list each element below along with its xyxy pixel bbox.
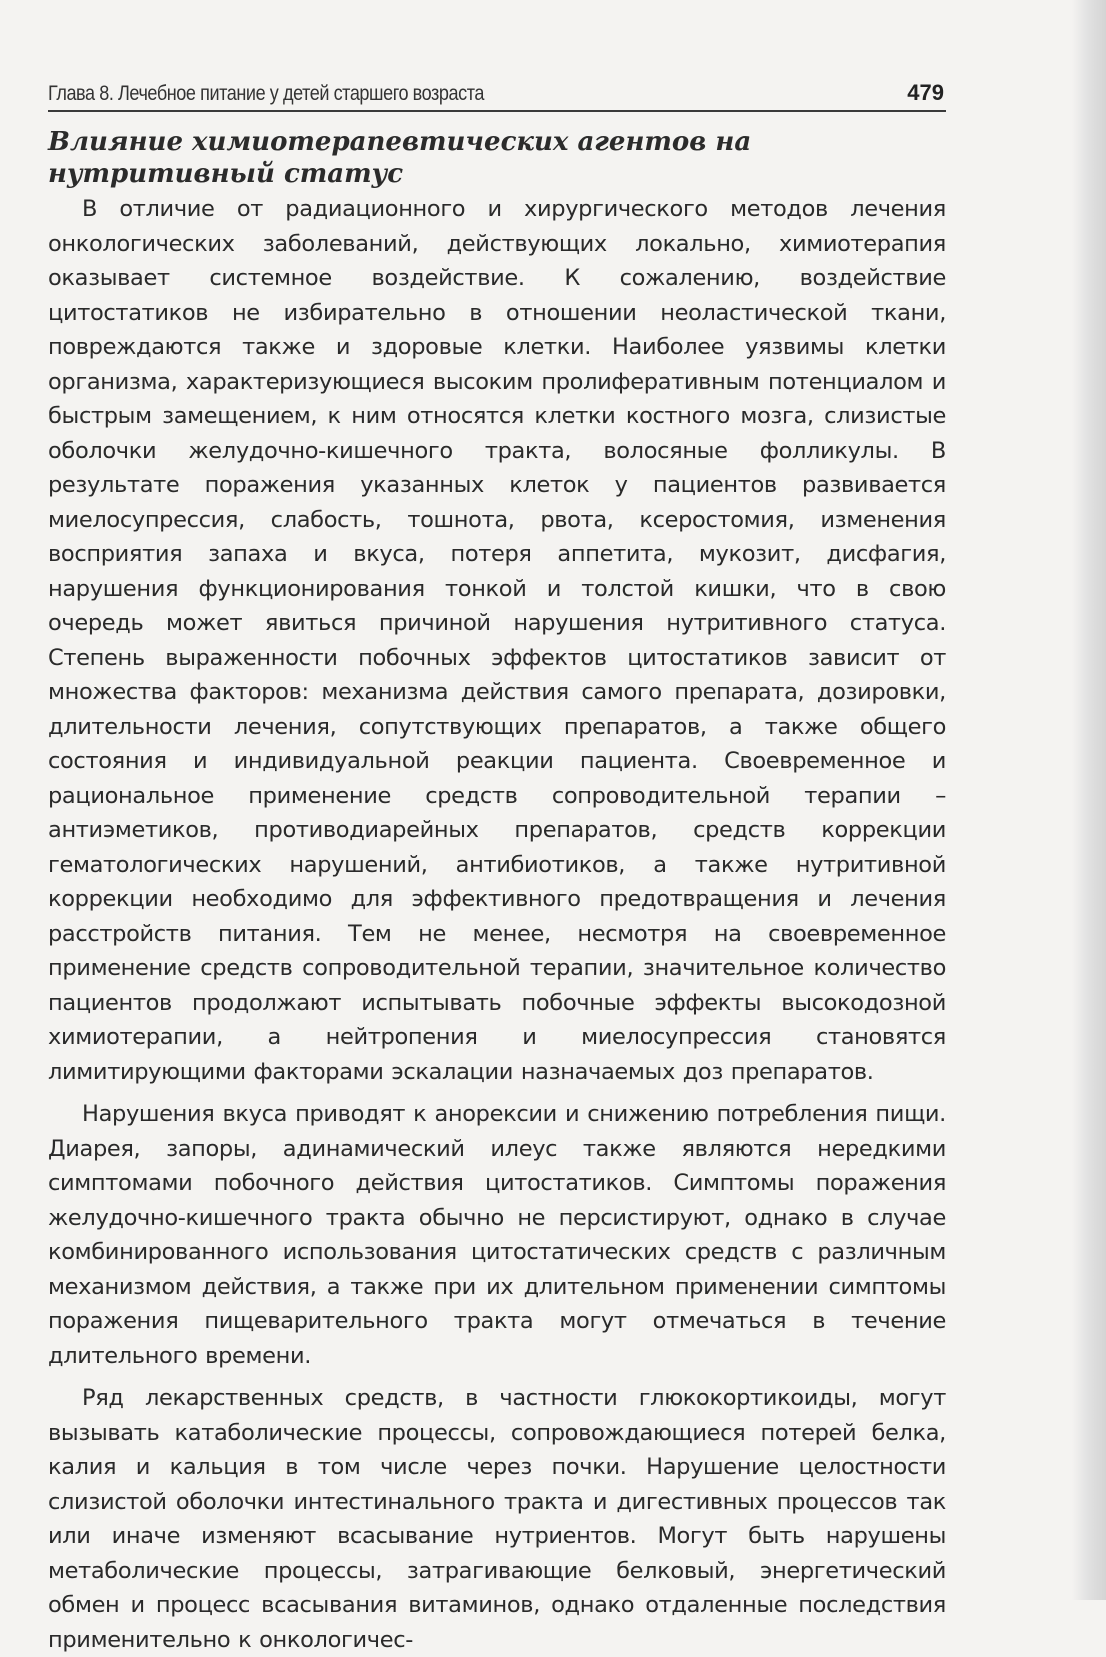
- chapter-title: Глава 8. Лечебное питание у детей старшего возраста: [48, 82, 484, 105]
- paragraph-1: В отличие от радиационного и хирургического методов лечения онкологических заболеваний, действующих локально, химиотерапия оказывает системное воздействие. К сожалению, воздействие цитостатиков не избирательно в отношении неоластической ткани, повреждаются также и здоровые клетки. Наиболее уязвимы клетки организма, характеризующиеся высоким пролиферативным потенциалом и быстрым замещением, к ним относятся клетки костного мозга, слизистые оболочки желудочно-кишечного тракта, волосяные фолликулы. В результате поражения указанных клеток у пациентов развивается миелосупрессия, слабость, тошнота, рвота, ксеростомия, изменения восприятия запаха и вкуса, потеря аппетита, мукозит, дисфагия, нарушения функционирования тонкой и толстой кишки, что в свою очередь может явиться причиной нарушения нутритивного статуса. Степень выраженности побочных эффектов цитостатиков зависит от множества факторов: механизма действия самого препарата, дозировки, длительности лечения, сопутствующих препаратов, а также общего состояния и индивидуальной реакции пациента. Своевременное и рациональное применение средств сопроводительной терапии – антиэметиков, противодиарейных препаратов, средств коррекции гематологических нарушений, антибиотиков, а также нутритивной коррекции необходимо для эффективного предотвращения и лечения расстройств питания. Тем не менее, несмотря на своевременное применение средств сопроводительной терапии, значительное количество пациентов продолжают испытывать побочные эффекты высокодозной химиотерапии, а нейтропения и миелосупрессия становятся лимитирующими факторами эскалации назначаемых доз препаратов.: [48, 196, 946, 1085]
- page-number: 479: [907, 80, 944, 105]
- body-text: [48, 192, 946, 1657]
- page-edge-shadow: [1072, 0, 1106, 1600]
- paragraph-3: Ряд лекарственных средств, в частности глюкокортикоиды, могут вызывать катаболические процессы, сопровождающиеся потерей белка, калия и кальция в том числе через почки. Нарушение целостности слизистой оболочки интестинального тракта и дигестивных процессов так или иначе изменяют всасывание нутриентов. Могут быть нарушены метаболические процессы, затрагивающие белковый, энергетический обмен и процесс всасывания витаминов, однако отдаленные последствия применительно к онкологичес-: [48, 1385, 946, 1653]
- paragraph-2: Нарушения вкуса приводят к анорексии и снижению потребления пищи. Диарея, запоры, адинамический илеус также являются нередкими симптомами побочного действия цитостатиков. Симптомы поражения желудочно-кишечного тракта обычно не персистируют, однако в случае комбинированного использования цитостатических средств с различным механизмом действия, а также при их длительном применении симптомы поражения пищеварительного тракта могут отмечаться в течение длительного времени.: [48, 1101, 946, 1369]
- book-page: [48, 70, 946, 1657]
- running-head: [48, 70, 946, 112]
- section-heading: Влияние химиотерапевтических агентов на нутритивный статус: [48, 127, 752, 189]
